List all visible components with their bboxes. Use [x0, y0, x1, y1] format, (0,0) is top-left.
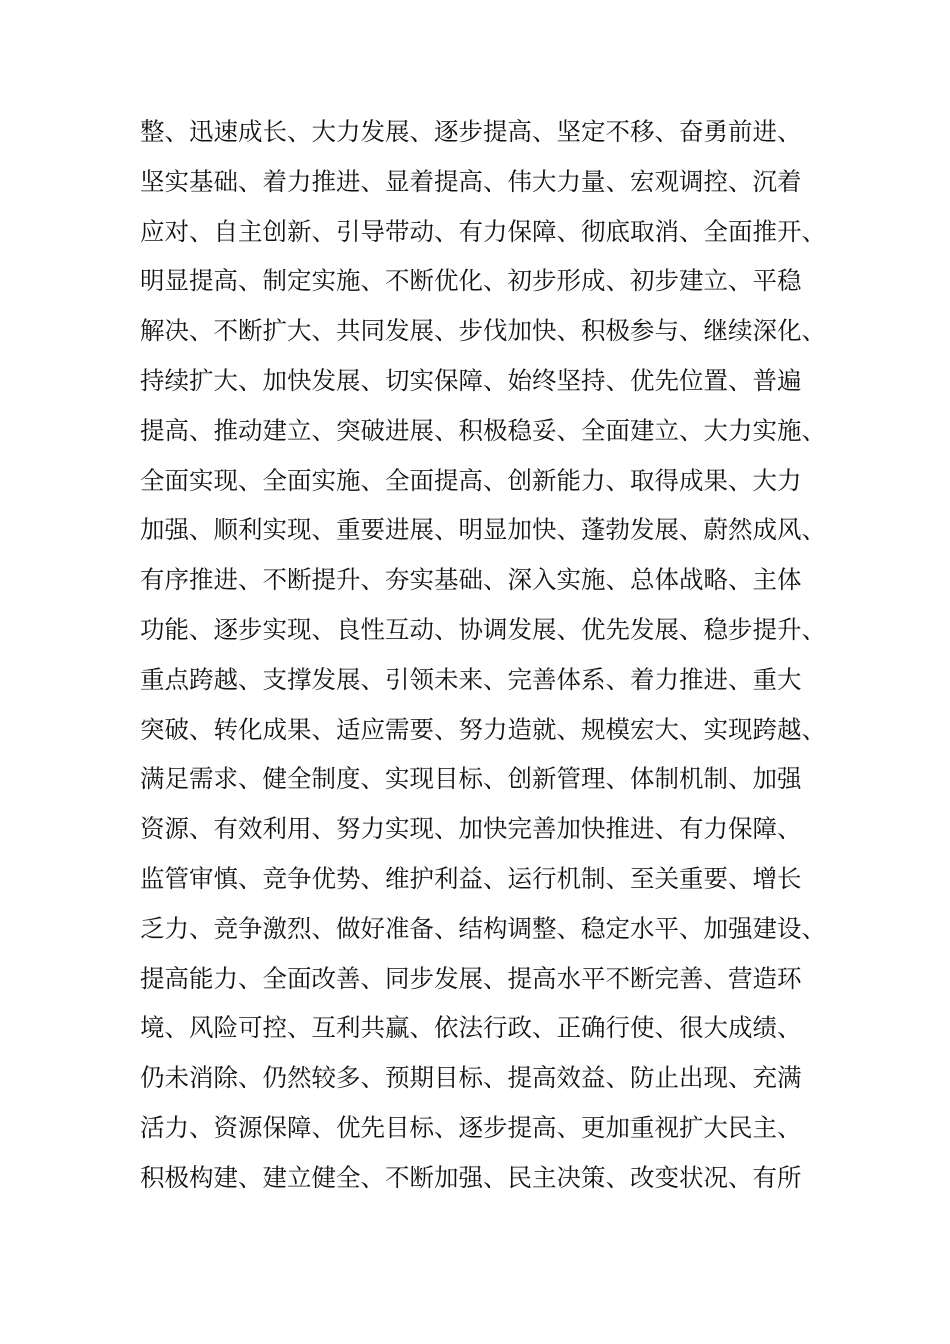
text-line: 满足需求、健全制度、实现目标、创新管理、体制机制、加强 [140, 764, 802, 794]
text-line: 应对、自主创新、引导带动、有力保障、彻底取消、全面推开、 [140, 216, 826, 246]
text-line: 整、迅速成长、大力发展、逐步提高、坚定不移、奋勇前进、 [140, 117, 802, 146]
text-line: 积极构建、建立健全、不断加强、民主决策、改变状况、有所 [140, 1162, 802, 1192]
text-line: 监管审慎、竞争优势、维护利益、运行机制、至关重要、增长 [140, 863, 802, 893]
text-line: 乏力、竞争激烈、做好准备、结构调整、稳定水平、加强建设、 [140, 913, 826, 943]
text-line: 境、风险可控、互利共赢、依法行政、正确行使、很大成绩、 [140, 1013, 802, 1043]
text-line: 持续扩大、加快发展、切实保障、始终坚持、优先位置、普遍 [140, 365, 802, 395]
text-line: 突破、转化成果、适应需要、努力造就、规模宏大、实现跨越、 [140, 714, 826, 744]
text-line: 有序推进、不断提升、夯实基础、深入实施、总体战略、主体 [140, 565, 802, 595]
text-line: 明显提高、制定实施、不断优化、初步形成、初步建立、平稳 [140, 266, 802, 296]
body-text [140, 107, 840, 1203]
text-line: 加强、顺利实现、重要进展、明显加快、蓬勃发展、蔚然成风、 [140, 515, 826, 545]
text-line: 活力、资源保障、优先目标、逐步提高、更加重视扩大民主、 [140, 1112, 802, 1142]
text-line: 提高、推动建立、突破进展、积极稳妥、全面建立、大力实施、 [140, 415, 826, 445]
text-line: 功能、逐步实现、良性互动、协调发展、优先发展、稳步提升、 [140, 614, 826, 644]
text-line: 重点跨越、支撑发展、引领未来、完善体系、着力推进、重大 [140, 664, 802, 694]
text-line: 提高能力、全面改善、同步发展、提高水平不断完善、营造环 [140, 963, 802, 993]
text-line: 资源、有效利用、努力实现、加快完善加快推进、有力保障、 [140, 814, 802, 844]
text-line: 仍未消除、仍然较多、预期目标、提高效益、防止出现、充满 [140, 1063, 802, 1093]
text-line: 坚实基础、着力推进、显着提高、伟大力量、宏观调控、沉着 [140, 166, 802, 196]
text-line: 全面实现、全面实施、全面提高、创新能力、取得成果、大力 [140, 465, 802, 495]
text-line: 解决、不断扩大、共同发展、步伐加快、积极参与、继续深化、 [140, 316, 826, 346]
